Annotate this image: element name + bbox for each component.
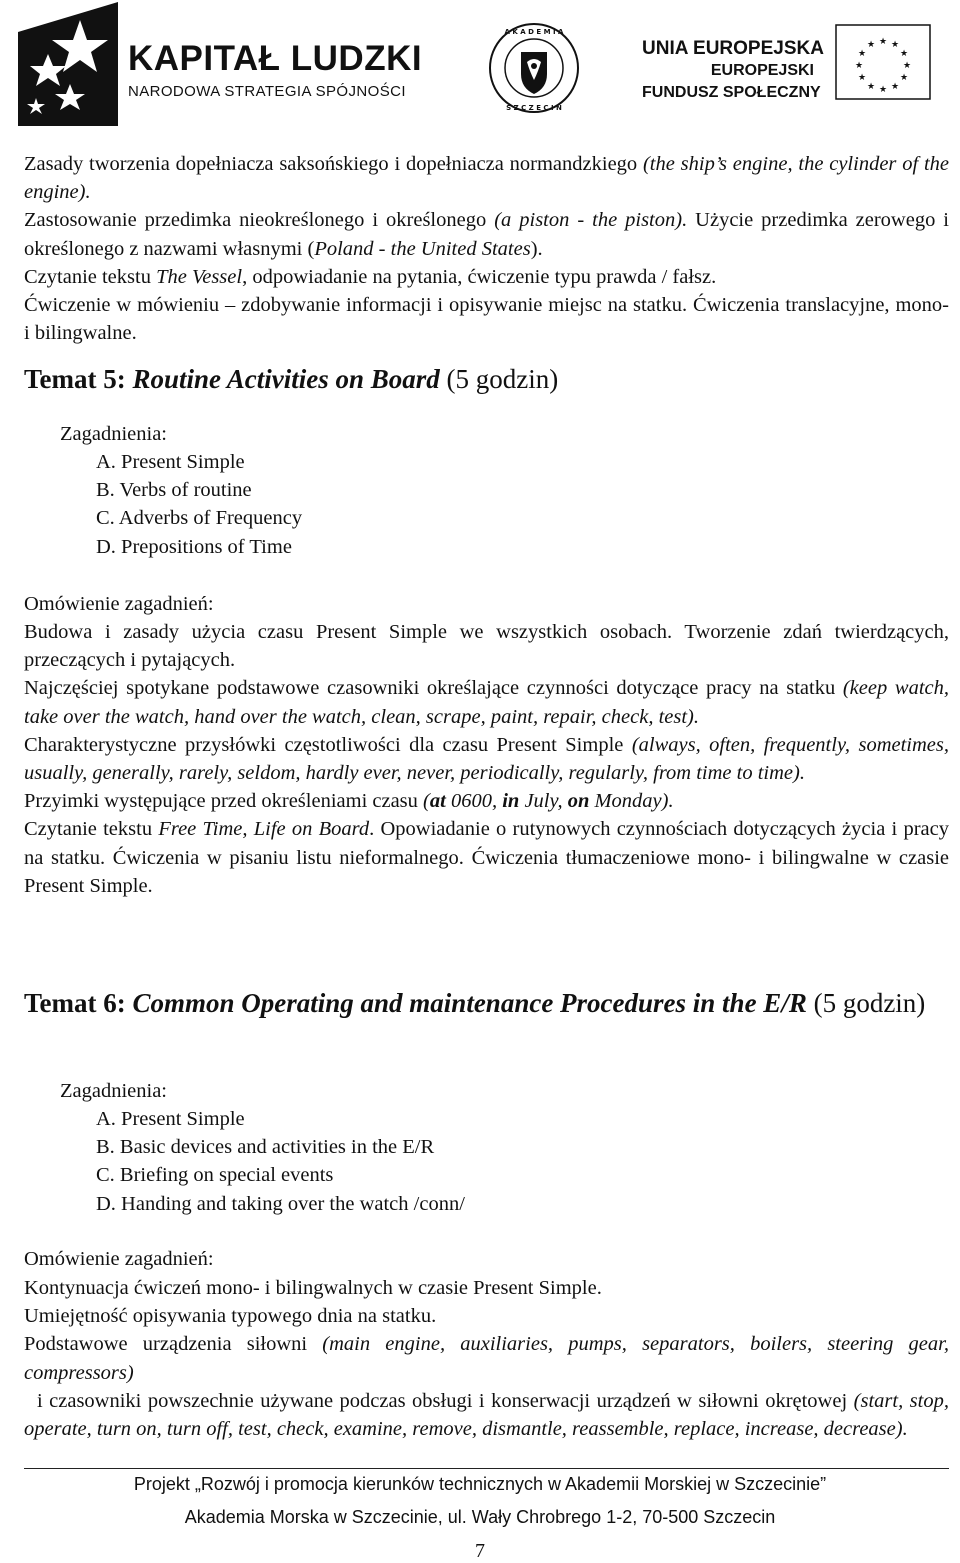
intro-paragraph-2: Zastosowanie przedimka nieokreślonego i określonego (a piston - the piston). Użycie przedimka zerowego i określonego z nazwami własnymi (Poland - the United States). [24, 209, 949, 260]
topic-6-heading: Temat 6: Common Operating and maintenance Procedures in the E/R (5 godzin) [24, 988, 926, 1018]
list-item: B. Verbs of routine [96, 479, 252, 502]
akademia-morska-seal-logo [488, 22, 580, 114]
t5-paragraph-5: Czytanie tekstu Free Time, Life on Board. Opowiadanie o rutynowych czynnościach dotyczących życia i pracy na statku. Ćwiczenia w pisaniu listu nieformalnego. Ćwiczenia tłumaczeniowe mono- i bilingwalne w czasie Present Simple. [24, 818, 949, 897]
svg-text:★: ★ [878, 37, 888, 47]
t6-paragraph-2: Umiejętność opisywania typowego dnia na statku. [24, 1305, 437, 1328]
svg-text:★: ★ [857, 73, 867, 83]
topic-6-discussion [24, 1274, 949, 1443]
t6-paragraph-1: Kontynuacja ćwiczeń mono- i bilingwalnych w czasie Present Simple. [24, 1277, 602, 1299]
page-number: 7 [475, 1540, 485, 1562]
kapital-ludzki-wordmark [128, 40, 422, 102]
svg-text:★: ★ [854, 61, 864, 71]
topic-5-discussion-label: Omówienie zagadnień: [24, 593, 214, 615]
topic-6-discussion-label: Omówienie zagadnień: [24, 1248, 214, 1270]
topic-5-issues-list [96, 448, 302, 561]
t5-paragraph-4: Przyimki występujące przed określeniami czasu (at 0600, in July, on Monday). [24, 790, 674, 813]
list-item: D. Prepositions of Time [96, 535, 292, 558]
svg-text:★: ★ [890, 40, 900, 50]
svg-text:★: ★ [899, 49, 909, 59]
eu-line-3: FUNDUSZ SPOŁECZNY [642, 84, 821, 101]
kl-title: KAPITAŁ LUDZKI [128, 39, 423, 78]
kl-subtitle: NARODOWA STRATEGIA SPÓJNOŚCI [128, 83, 406, 100]
list-item: B. Basic devices and activities in the E/R [96, 1136, 435, 1159]
t5-paragraph-2: Najczęściej spotykane podstawowe czasowniki określające czynności dotyczące pracy na statku (keep watch, take over the watch, hand over the watch, clean, scrape, paint, repair, check, test). [24, 677, 949, 728]
eu-flag-icon [835, 24, 931, 100]
intro-paragraph-1: Zasady tworzenia dopełniacza saksońskiego i dopełniacza normandzkiego (the ship’s engine, the cylinder of the engine). [24, 153, 949, 204]
topic-6-issues-list [96, 1105, 465, 1218]
svg-text:★: ★ [902, 61, 912, 71]
kapital-ludzki-star-logo [18, 2, 118, 126]
svg-text:★: ★ [899, 73, 909, 83]
eu-line-2: EUROPEJSKI [710, 62, 814, 79]
intro-section [24, 150, 949, 347]
page-header [0, 0, 960, 130]
list-item: D. Handing and taking over the watch /conn/ [96, 1192, 465, 1215]
eu-line-1: UNIA EUROPEJSKA [642, 38, 824, 59]
svg-text:★: ★ [878, 85, 888, 95]
list-item: A. Present Simple [96, 451, 245, 473]
svg-text:★: ★ [866, 40, 876, 50]
intro-paragraph-4: Ćwiczenie w mówieniu – zdobywanie informacji i opisywanie miejsc na statku. Ćwiczenia translacyjne, mono- i bilingwalne. [24, 294, 949, 345]
t5-paragraph-1: Budowa i zasady użycia czasu Present Simple we wszystkich osobach. Tworzenie zdań twierdzących, przeczących i pytających. [24, 621, 949, 672]
list-item: C. Briefing on special events [96, 1164, 334, 1187]
t6-paragraph-3: Podstawowe urządzenia siłowni (main engine, auxiliaries, pumps, separators, boilers, steering gear, compressors) i czasowniki powszechnie używane podczas obsługi i konserwacji urządzeń w siłowni okrętowej (start, stop, operate, turn on, turn off, test, check, examine, remove, dismantle, reassemble, replace, increase, decrease). [24, 1333, 949, 1441]
footer-divider [24, 1468, 949, 1469]
footer-address: Akademia Morska w Szczecinie, ul. Wały Chrobrego 1-2, 70-500 Szczecin [184, 1507, 776, 1527]
svg-text:S Z C Z E C I N: S Z C Z E C I N [506, 104, 562, 112]
footer-project: Projekt „Rozwój i promocja kierunków technicznych w Akademii Morskiej w Szczecinie” [133, 1474, 827, 1494]
t5-paragraph-3: Charakterystyczne przysłówki częstotliwości dla czasu Present Simple (always, often, frequently, sometimes, usually, generally, rarely, seldom, hardly ever, never, periodically, regularly, from time to time). [24, 733, 949, 785]
list-item: A. Present Simple [96, 1108, 245, 1130]
topic-6-issues-label: Zagadnienia: [60, 1080, 168, 1102]
list-item: C. Adverbs of Frequency [96, 507, 303, 530]
eu-text-block [642, 38, 824, 104]
svg-text:★: ★ [857, 49, 867, 59]
topic-5-heading: Temat 5: Routine Activities on Board (5 godzin) [24, 364, 559, 394]
intro-paragraph-3: Czytanie tekstu The Vessel, odpowiadanie na pytania, ćwiczenie typu prawda / fałsz. [24, 265, 717, 288]
topic-5-discussion [24, 618, 949, 900]
svg-text:★: ★ [866, 82, 876, 92]
topic-5-issues-label: Zagadnienia: [60, 423, 168, 445]
svg-text:★: ★ [890, 82, 900, 92]
svg-text:A K A D E M I A: A K A D E M I A [504, 28, 564, 36]
